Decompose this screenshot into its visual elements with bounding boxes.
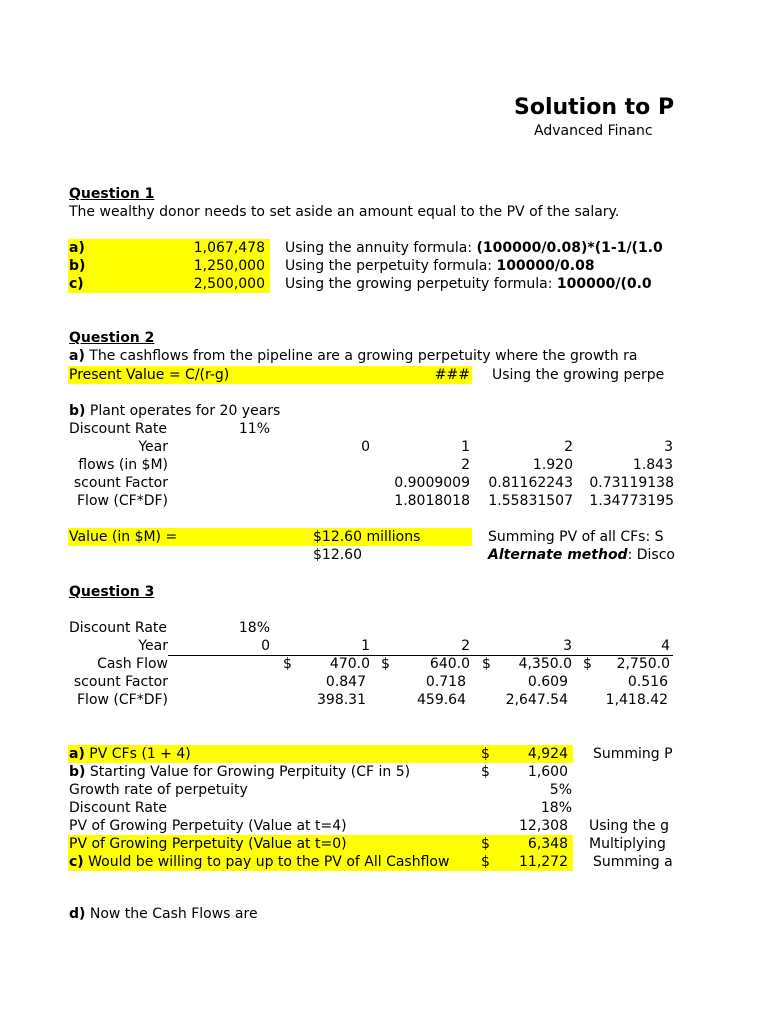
q3-summary-b-currency: $ xyxy=(481,764,490,780)
q3-factor-3: 0.609 xyxy=(527,674,568,690)
q3-year-2: 2 xyxy=(461,638,470,654)
q3-pvflow-3: 2,647.54 xyxy=(505,692,568,708)
q3-summary-growth-text: Growth rate of perpetuity xyxy=(69,782,248,798)
q3-year-1: 1 xyxy=(361,638,370,654)
q2-pvflow-label: Flow (CF*DF) xyxy=(77,493,168,509)
q1-note-a: Using the annuity formula: (100000/0.08)*(1-1/(1.0 xyxy=(285,240,663,256)
q3-summary-pv4-note: Using the g xyxy=(589,818,669,834)
q3-summary-pv0-value: 6,348 xyxy=(527,836,568,852)
q3-summary-b-text: b) Starting Value for Growing Perpituity (CF in 5) xyxy=(69,764,411,780)
q1-label-b: b) xyxy=(69,258,86,274)
q2-pvflow-1: 1.8018018 xyxy=(394,493,470,509)
q3-cf-2: 640.0 xyxy=(429,656,470,672)
q2-factor-2: 0.81162243 xyxy=(488,475,573,491)
q2-pv-label: Present Value = C/(r-g) xyxy=(69,367,230,383)
q2-factor-label: scount Factor xyxy=(73,475,168,491)
q2-discount-label: Discount Rate xyxy=(69,421,168,437)
q3-factor-1: 0.847 xyxy=(325,674,366,690)
q2-value-label: Value (in $M) = xyxy=(69,529,178,545)
q3-pvflow-1: 398.31 xyxy=(317,692,366,708)
q2-pv-note: Using the growing perpe xyxy=(492,367,665,383)
q3-pvflow-4: 1,418.42 xyxy=(605,692,668,708)
q2-year-0: 0 xyxy=(361,439,370,455)
q3-cf-currency-2: $ xyxy=(381,656,390,672)
q3-summary-a-text: a) PV CFs (1 + 4) xyxy=(69,746,191,762)
page-edge-mask xyxy=(675,0,768,1024)
q3-year-label: Year xyxy=(138,638,168,654)
q2-heading: Question 2 xyxy=(69,330,155,346)
q2-pvflow-3: 1.34773195 xyxy=(589,493,674,509)
q3-factor-4: 0.516 xyxy=(627,674,668,690)
q3-year-3: 3 xyxy=(563,638,572,654)
q2-flow-1: 2 xyxy=(461,457,470,473)
q2-value-note: Summing PV of all CFs: S xyxy=(488,529,664,545)
q3-cf-currency-3: $ xyxy=(482,656,491,672)
q3-pvflow-2: 459.64 xyxy=(417,692,466,708)
q3-summary-c-value: 11,272 xyxy=(519,854,568,870)
q3-summary-c-note: Summing a xyxy=(593,854,673,870)
q2-flow-3: 1.843 xyxy=(632,457,673,473)
q1-note-c: Using the growing perpetuity formula: 100000/(0.0 xyxy=(285,276,652,292)
q2-pv-value: ### xyxy=(434,367,470,383)
q2-year-2: 2 xyxy=(564,439,573,455)
q1-label-a: a) xyxy=(69,240,85,256)
q2-flows-label: flows (in $M) xyxy=(78,457,168,473)
q3-cf-4: 2,750.0 xyxy=(616,656,670,672)
q3-summary-discount-text: Discount Rate xyxy=(69,800,168,816)
q1-value-b: 1,250,000 xyxy=(193,258,265,274)
q1-heading: Question 1 xyxy=(69,186,155,202)
q3-factor-2: 0.718 xyxy=(425,674,466,690)
q3-d-text: d) Now the Cash Flows are xyxy=(69,906,258,922)
q3-summary-a-note: Summing P xyxy=(593,746,673,762)
q3-year-0: 0 xyxy=(261,638,270,654)
q3-summary-b-value: 1,600 xyxy=(527,764,568,780)
q3-discount-value: 18% xyxy=(238,620,270,636)
q3-summary-c-currency: $ xyxy=(481,854,490,870)
page-title: Solution to P xyxy=(514,95,675,120)
q2-factor-1: 0.9009009 xyxy=(394,475,470,491)
q2-factor-3: 0.73119138 xyxy=(589,475,674,491)
q2-discount-value: 11% xyxy=(238,421,270,437)
q3-summary-pv4-text: PV of Growing Perpetuity (Value at t=4) xyxy=(69,818,347,834)
q3-summary-pv0-currency: $ xyxy=(481,836,490,852)
q2-year-label: Year xyxy=(138,439,168,455)
q2-year-3: 3 xyxy=(664,439,673,455)
q3-summary-pv4-value: 12,308 xyxy=(519,818,568,834)
q3-summary-a-currency: $ xyxy=(481,746,490,762)
q1-note-b: Using the perpetuity formula: 100000/0.08 xyxy=(285,258,595,274)
q1-value-a: 1,067,478 xyxy=(193,240,265,256)
q3-pvflow-label: Flow (CF*DF) xyxy=(77,692,168,708)
q2-a-text: a) The cashflows from the pipeline are a growing perpetuity where the growth ra xyxy=(69,348,638,364)
q3-summary-discount-value: 18% xyxy=(540,800,572,816)
q3-cf-3: 4,350.0 xyxy=(518,656,572,672)
q1-intro: The wealthy donor needs to set aside an amount equal to the PV of the salary. xyxy=(69,204,620,220)
q2-b-text: b) Plant operates for 20 years xyxy=(69,403,281,419)
q3-summary-c-text: c) Would be willing to pay up to the PV of All Cashflow xyxy=(69,854,450,870)
q3-summary-a-value: 4,924 xyxy=(527,746,568,762)
q2-pvflow-2: 1.55831507 xyxy=(488,493,573,509)
q2-alt-method: Alternate method: Disco xyxy=(488,547,675,563)
q3-year-4: 4 xyxy=(661,638,670,654)
page-subtitle: Advanced Financ xyxy=(534,123,653,139)
q2-value-alt: $12.60 xyxy=(313,547,362,563)
q3-summary-pv0-note: Multiplying xyxy=(589,836,666,852)
q3-discount-label: Discount Rate xyxy=(69,620,168,636)
q2-value: $12.60 millions xyxy=(313,529,421,545)
q3-summary-growth-value: 5% xyxy=(549,782,572,798)
q3-factor-label: scount Factor xyxy=(73,674,168,690)
q3-heading: Question 3 xyxy=(69,584,155,600)
q2-flow-2: 1.920 xyxy=(532,457,573,473)
q3-cf-currency-4: $ xyxy=(583,656,592,672)
q3-cf-currency-1: $ xyxy=(283,656,292,672)
q2-year-1: 1 xyxy=(461,439,470,455)
q3-cf-1: 470.0 xyxy=(329,656,370,672)
q3-cf-label: Cash Flow xyxy=(97,656,168,672)
q1-value-c: 2,500,000 xyxy=(193,276,265,292)
q1-label-c: c) xyxy=(69,276,84,292)
q3-summary-pv0-text: PV of Growing Perpetuity (Value at t=0) xyxy=(69,836,347,852)
